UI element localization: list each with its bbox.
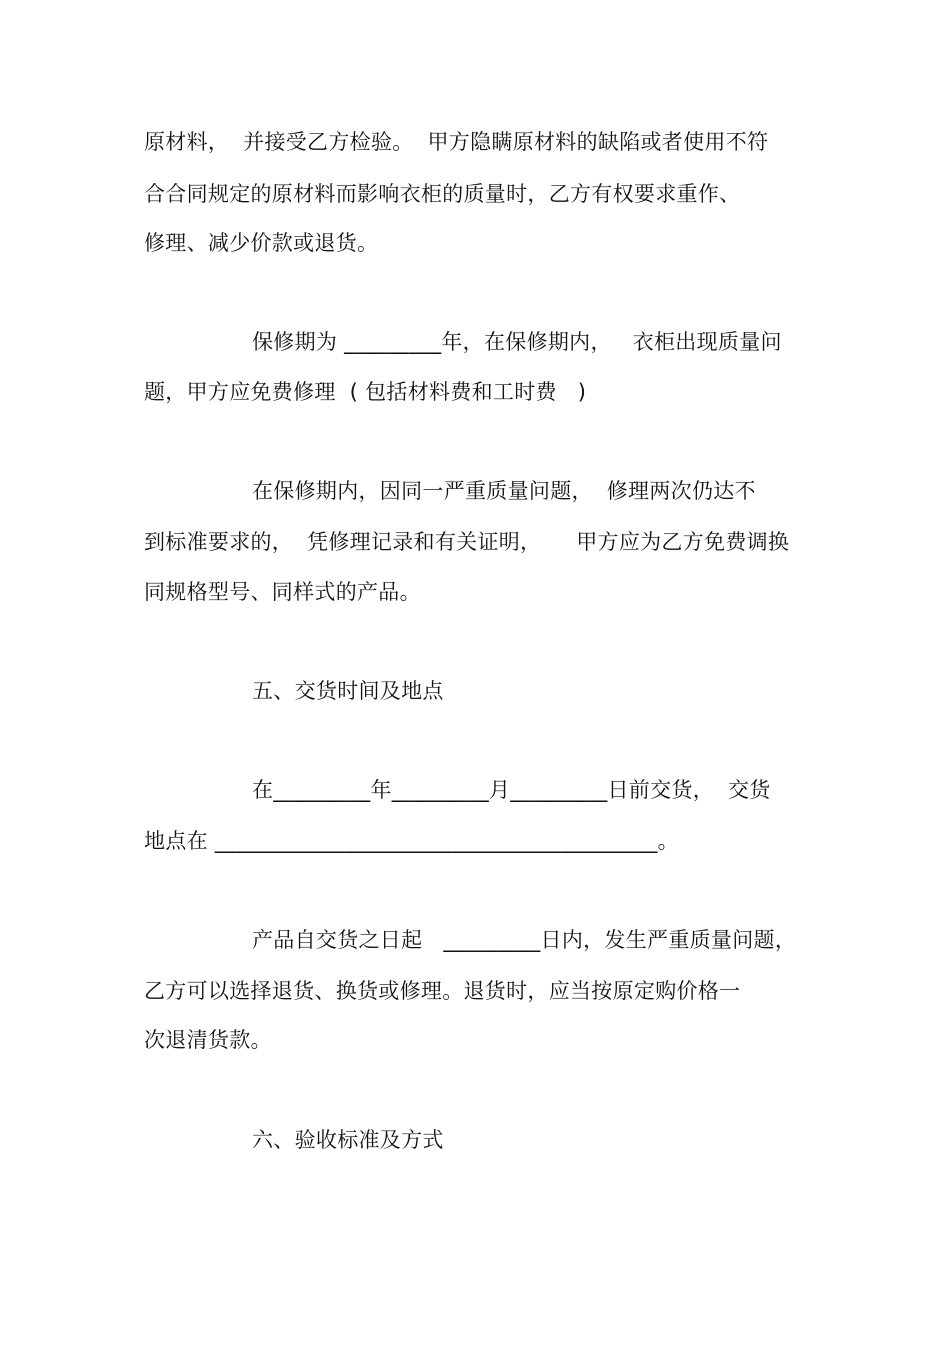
section-heading: 五、交货时间及地点 — [252, 679, 444, 703]
paragraph-line: 乙方可以选择退货、换货或修理。退货时，应当按原定购价格一 — [144, 979, 741, 1003]
paragraph-line: 修理、减少价款或退货。 — [144, 231, 379, 255]
paragraph-line: 原材料， 并接受乙方检验。 甲方隐瞒原材料的缺陷或者使用不符 — [144, 130, 769, 154]
paragraph-line: 题，甲方应免费修理 ( 包括材料费和工时费 ) — [144, 380, 587, 404]
paragraph-line: 产品自交货之日起 _________日内，发生严重质量问题， — [252, 928, 797, 952]
paragraph-line: 在_________年_________月_________日前交货， 交货 — [252, 778, 771, 802]
paragraph-line: 保修期为 _________年，在保修期内， 衣柜出现质量问 — [252, 330, 782, 354]
paragraph-line: 合合同规定的原材料而影响衣柜的质量时，乙方有权要求重作、 — [144, 182, 741, 206]
paragraph-line: 地点在 _________________________________________。 — [144, 829, 679, 853]
paragraph-line: 在保修期内，因同一严重质量问题， 修理两次仍达不 — [252, 479, 756, 503]
paragraph-line: 到标准要求的， 凭修理记录和有关证明， 甲方应为乙方免费调换 — [144, 530, 790, 554]
paragraph-line: 同规格型号、同样式的产品。 — [144, 580, 421, 604]
paragraph-line: 次退清货款。 — [144, 1028, 272, 1052]
section-heading: 六、验收标准及方式 — [252, 1128, 444, 1152]
